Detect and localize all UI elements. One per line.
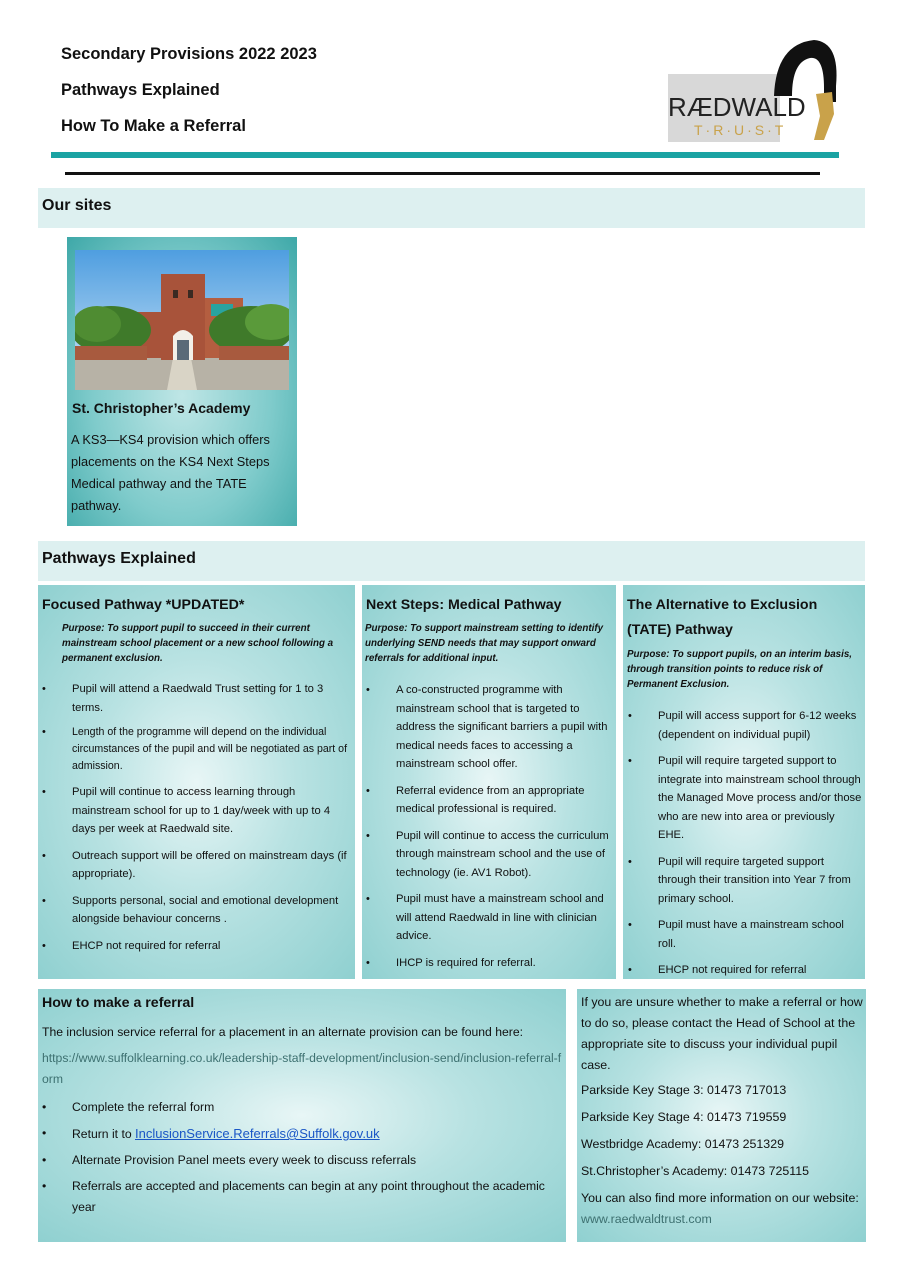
contact-parkside-ks3: Parkside Key Stage 3: 01473 717013 xyxy=(581,1083,787,1097)
title-line-3: How To Make a Referral xyxy=(61,117,246,135)
list-item: • Pupil will attend a Raedwald Trust setting for 1 to 3 terms. xyxy=(72,680,348,717)
list-item: • EHCP not required for referral xyxy=(72,937,348,956)
site-card-st-christophers xyxy=(67,237,297,526)
contact-panel xyxy=(577,989,866,1242)
list-item: • A co-constructed programme with mainstream school that is targeted to address the significant barriers a pupil with medical needs faces to accessing a mainstream school offer. xyxy=(396,681,610,774)
referral-heading: How to make a referral xyxy=(42,995,195,1011)
list-item: • Pupil will require targeted support through their transition into Year 7 from primary school. xyxy=(658,853,863,909)
list-item: • IHCP is required for referral. xyxy=(396,954,610,973)
header-teal-rule xyxy=(51,152,839,158)
list-item: • Pupil will continue to access the curriculum through mainstream school and the use of technology (ie. AV1 Robot). xyxy=(396,827,610,883)
list-item: • Pupil must have a mainstream school roll. xyxy=(658,916,863,953)
contact-st-christophers: St.Christopher’s Academy: 01473 725115 xyxy=(581,1164,809,1178)
logo-wordmark: RÆDWALD xyxy=(668,92,806,122)
site-photo xyxy=(75,250,289,390)
pathway-purpose-medical: Purpose: To support mainstream setting to identify underlying SEND needs that may support onward referrals for additional input. xyxy=(365,623,604,664)
referral-panel xyxy=(38,989,566,1242)
list-item: • Referral evidence from an appropriate medical professional is required. xyxy=(396,782,610,819)
pathway-purpose-tate: Purpose: To support pupils, on an interim basis, through transition points to reduce risk of Permanent Exclusion. xyxy=(627,649,852,690)
referral-step-1: • Complete the referral form xyxy=(72,1097,560,1118)
list-item: • Length of the programme will depend on the individual circumstances of the pupil and will be negotiated as part of admission. xyxy=(72,724,348,775)
contact-intro: If you are unsure whether to make a referral or how to do so, please contact the Head of School at the appropriate site to discuss your individual pupil case. xyxy=(581,995,863,1072)
raedwald-trust-logo xyxy=(664,36,844,146)
pathway-list-tate xyxy=(658,707,863,980)
referral-step-4: • Referrals are accepted and placements can begin at any point throughout the academic year xyxy=(72,1176,560,1218)
list-item: • Pupil will access support for 6-12 weeks (dependent on individual pupil) xyxy=(658,707,863,744)
referral-step-3: • Alternate Provision Panel meets every week to discuss referrals xyxy=(72,1150,560,1171)
contact-website xyxy=(581,1188,863,1230)
website-link[interactable]: www.raedwaldtrust.com xyxy=(581,1212,712,1226)
pathway-purpose-focused: Purpose: To support pupil to succeed in their current mainstream school placement or a new school following a permanent exclusion. xyxy=(62,623,334,664)
list-item: • Outreach support will be offered on mainstream days (if appropriate). xyxy=(72,847,348,884)
contact-westbridge: Westbridge Academy: 01473 251329 xyxy=(581,1137,784,1151)
pathway-title-focused: Focused Pathway *UPDATED* xyxy=(42,597,245,613)
referral-email-link[interactable]: InclusionService.Referrals@Suffolk.gov.uk xyxy=(135,1126,380,1141)
header-black-rule xyxy=(65,172,820,175)
pathway-card-focused xyxy=(38,585,355,979)
site-name: St. Christopher’s Academy xyxy=(72,400,251,416)
website-prefix: You can also find more information on our website: xyxy=(581,1191,859,1205)
title-line-2: Pathways Explained xyxy=(61,81,220,99)
referral-step-2-prefix: Return it to xyxy=(72,1127,135,1141)
pathway-title-tate: The Alternative to Exclusion (TATE) Pathway xyxy=(627,597,818,638)
section-heading-pathways: Pathways Explained xyxy=(42,550,196,567)
list-item: • Supports personal, social and emotional development alongside behaviour concerns . xyxy=(72,892,348,929)
pathway-card-medical xyxy=(362,585,616,979)
pathway-list-medical xyxy=(396,681,610,972)
section-band-pathways xyxy=(38,541,865,581)
site-description: A KS3—KS4 provision which offers placements on the KS4 Next Steps Medical pathway and the TATE pathway. xyxy=(71,432,270,513)
pathway-title-medical: Next Steps: Medical Pathway xyxy=(366,597,562,613)
logo-subtext: T·R·U·S·T xyxy=(694,122,787,138)
section-heading-sites: Our sites xyxy=(42,197,112,214)
list-item: • Pupil will continue to access learning through mainstream school for up to 1 day/week with up to 4 days per week at Raedwald site. xyxy=(72,783,348,839)
contact-parkside-ks4: Parkside Key Stage 4: 01473 719559 xyxy=(581,1110,787,1124)
section-band-sites xyxy=(38,188,865,228)
referral-steps-list xyxy=(72,1097,560,1223)
referral-step-2 xyxy=(72,1123,560,1145)
title-line-1: Secondary Provisions 2022 2023 xyxy=(61,45,317,63)
pathway-card-tate xyxy=(623,585,865,979)
referral-intro: The inclusion service referral for a placement in an alternate provision can be found here: xyxy=(42,1025,523,1039)
list-item: • Pupil will require targeted support to integrate into mainstream school through the Managed Move process and/or those who are new into area or previously EHE. xyxy=(658,752,863,845)
pathway-list-focused xyxy=(72,680,348,955)
list-item: • Pupil must have a mainstream school and will attend Raedwald in line with clinician advice. xyxy=(396,890,610,946)
list-item: • EHCP not required for referral xyxy=(658,961,863,980)
referral-form-link[interactable]: https://www.suffolklearning.co.uk/leadership-staff-development/inclusion-send/inclusion-referral-form xyxy=(42,1051,562,1086)
